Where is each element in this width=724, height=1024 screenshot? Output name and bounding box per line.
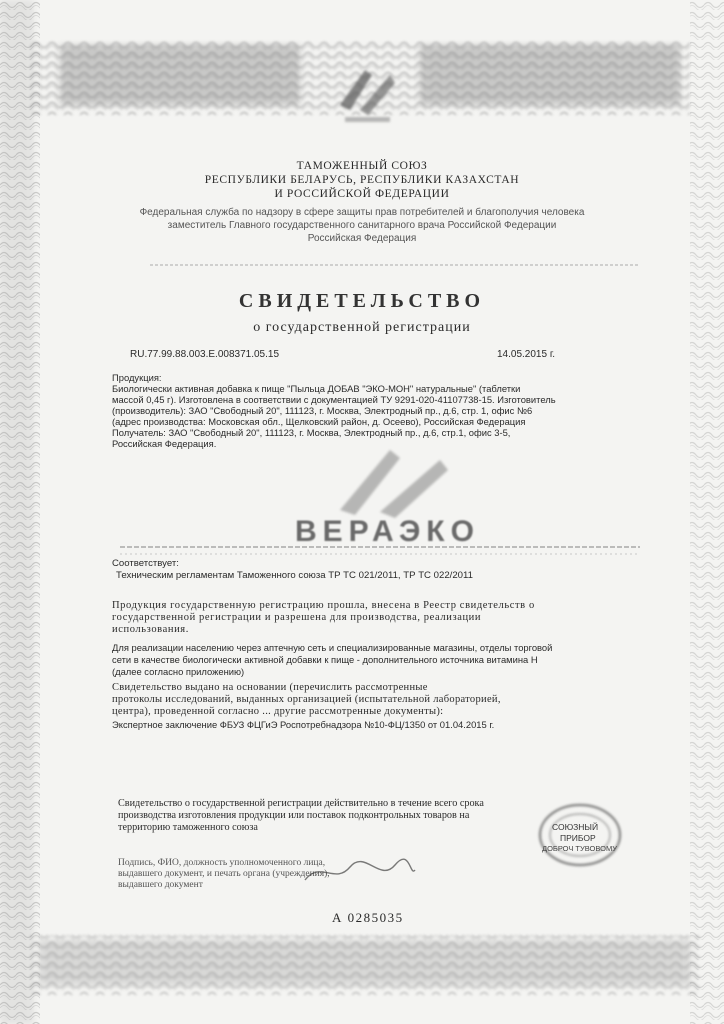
stamp-line: ДОБРОЧ ТУВОВОМУ [542,844,617,853]
signature-scribble-icon [300,855,420,890]
product-line: (производитель): ЗАО "Свободный 20", 111123, г. Москва, Электродный пр., д.6, стр. 1, офис №6 [112,405,533,416]
validity-block [118,798,484,834]
document-subtitle: о государственной регистрации [253,320,471,335]
product-line: Биологически активная добавка к пище "Пыльца ДОБАВ "ЭКО-МОН" натуральные" (таблетки [112,383,521,394]
watermark-text: ВЕРАЭКО [295,515,480,548]
usage-block [112,642,552,678]
product-line: Российская Федерация. [112,438,217,449]
registry-block [112,600,535,636]
compliance-line: Соответствует: [112,558,179,569]
product-line: Продукция: [112,372,162,383]
document-title: СВИДЕТЕЛЬСТВО [238,290,486,312]
compliance-block [112,558,473,582]
product-line: (адрес производства: Московская обл., Щелковский район, д. Осеево), Российская Федерация [112,416,526,427]
usage-line: Для реализации населению через аптечную сеть и специализированные магазины, отделы торговой [112,642,553,653]
usage-line: (далее согласно приложению) [112,666,245,677]
agency-line-2: заместитель Главного государственного санитарного врача Российской Федерации [167,220,557,231]
signature-block [118,858,330,891]
validity-line: Свидетельство о государственной регистрации действительно в течение всего срока [118,798,484,809]
certificate-date: 14.05.2015 г. [497,349,556,360]
union-heading: ТАМОЖЕННЫЙ СОЮЗ [296,160,428,172]
emblem-icon [320,55,410,135]
basis-line: Свидетельство выдано на основании (перечислить рассмотренные [112,682,428,693]
watermark-emblem-icon [300,440,480,520]
product-line: Получатель: ЗАО "Свободный 20", 111123, г. Москва, Электродный пр., д.6, стр.1, офис 3-5, [112,427,511,438]
basis-line: центра), проведенной согласно ... другие рассмотренные документы): [112,706,444,717]
compliance-line: Техническим регламентам Таможенного союза ТР ТС 021/2011, ТР ТС 022/2011 [116,570,473,581]
federation-heading: И РОССИЙСКОЙ ФЕДЕРАЦИИ [274,188,450,200]
basis-block [112,682,501,731]
registry-line: использования. [112,624,189,635]
validity-line: производства изготовления продукции или поставок подконтрольных товаров на [118,810,470,821]
usage-line: сети в качестве биологически активной добавки к пище - дополнительного источника витамина Н [112,654,538,665]
basis-line: протоколы исследований, выданных организацией (испытательной лабораторией, [112,694,501,705]
registry-line: государственной регистрации и разрешена для производства, реализации [112,612,482,623]
signature-line: выдавшего документ, и печать органа (учреждения), [118,869,330,879]
registry-line: Продукция государственную регистрацию прошла, внесена в Реестр свидетельств о [112,600,535,611]
product-line: массой 0,45 г). Изготовлена в соответствии с документацией ТУ 9291-020-41107738-15. Изготовитель [112,394,556,405]
basis-line: Экспертное заключение ФБУЗ ФЦГиЭ Роспотребнадзора №10-ФЦ/1350 от 01.04.2015 г. [112,719,495,730]
agency-line-1: Федеральная служба по надзору в сфере защиты прав потребителей и благополучия человека [139,207,585,218]
stamp-line: СОЮЗНЫЙ [552,822,599,832]
agency-line-3: Российская Федерация [307,233,417,244]
serial-number: А 0285035 [332,910,404,925]
republics-heading: РЕСПУБЛИКИ БЕЛАРУСЬ, РЕСПУБЛИКИ КАЗАХСТАН [204,174,520,186]
stamp-line: ПРИБОР [560,833,596,843]
certificate-number: RU.77.99.88.003.E.008371.05.15 [130,349,280,360]
validity-line: территорию таможенного союза [118,822,258,833]
signature-line: Подпись, ФИО, должность уполномоченного лица, [118,858,326,868]
signature-line: выдавшего документ [118,880,203,890]
product-block [112,372,556,449]
